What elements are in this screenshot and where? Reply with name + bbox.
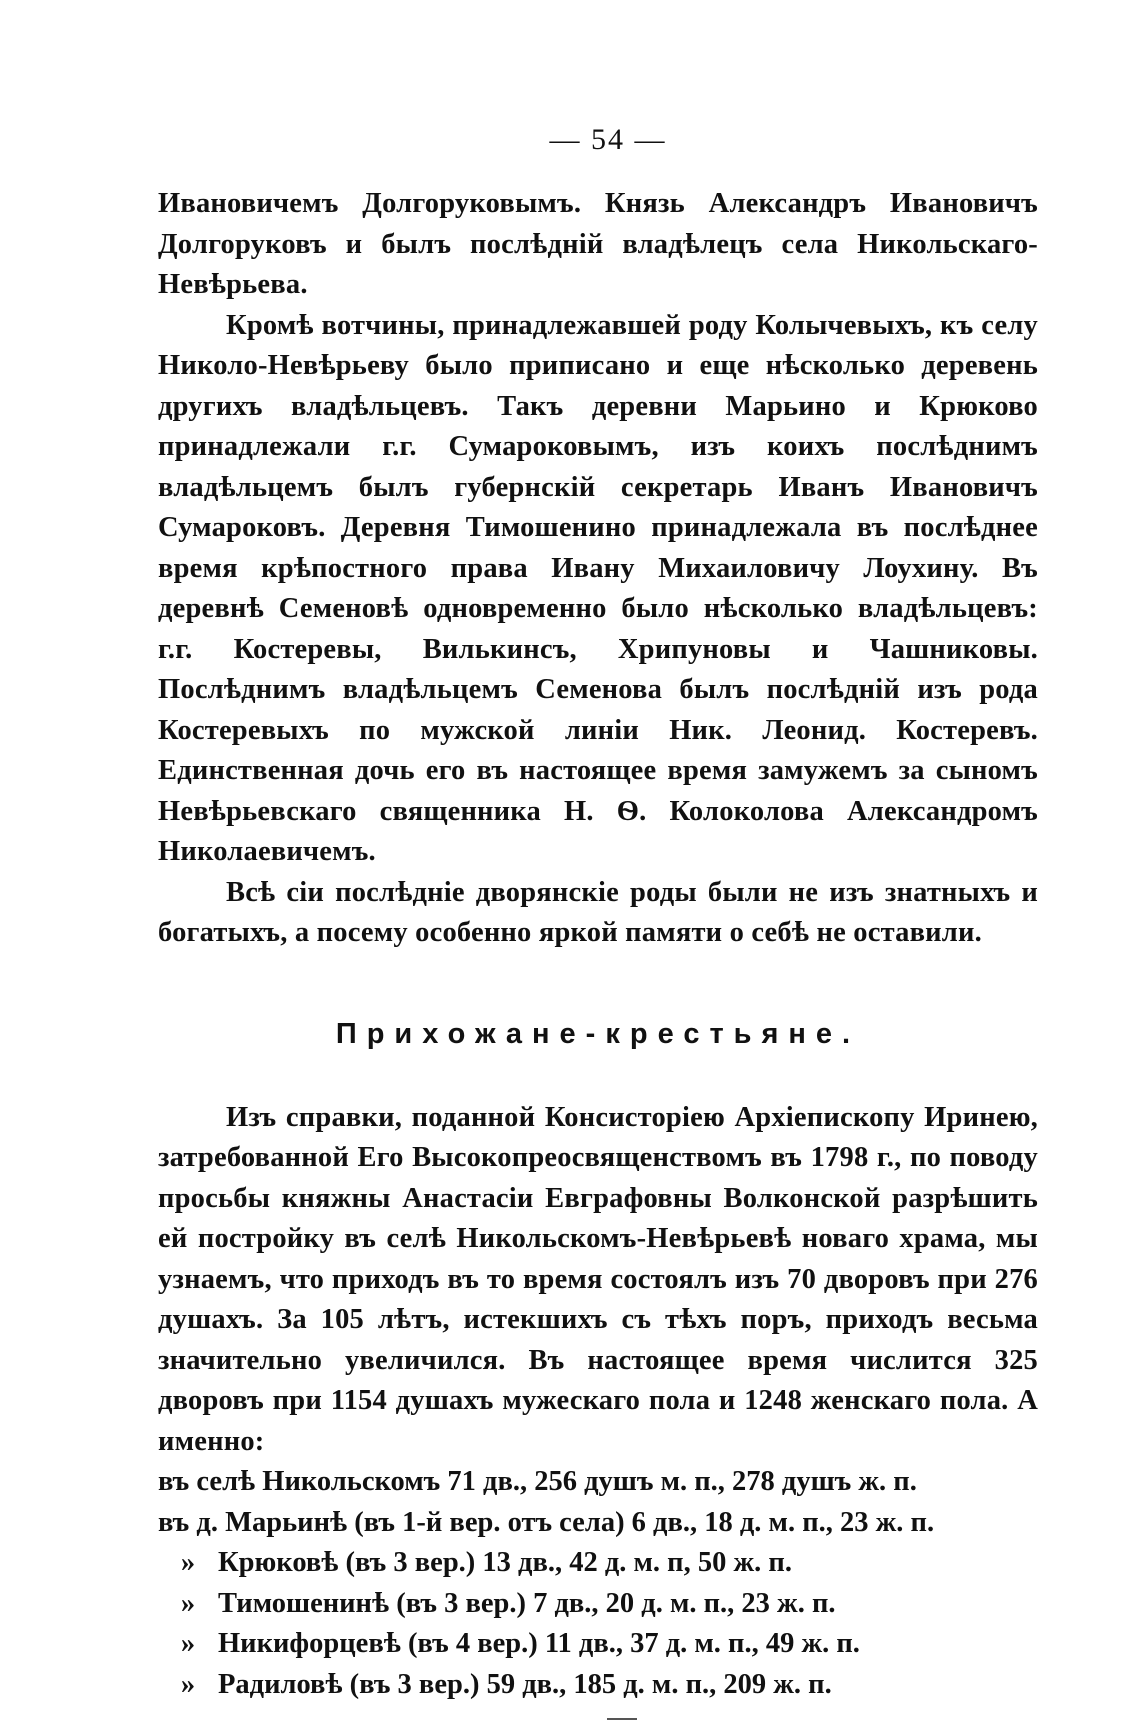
section-heading: Прихожане-крестьяне. xyxy=(335,1017,861,1050)
bottom-rule xyxy=(607,1718,637,1720)
list-item xyxy=(158,1624,1038,1665)
list-item-text: Никифорцевѣ (въ 4 вер.) 11 дв., 37 д. м. п., 49 ж. п. xyxy=(218,1628,860,1659)
paragraph-noble-families: Всѣ сiи послѣднiе дворянскiе роды были не изъ знатныхъ и богатыхъ, а посему особенно яркой памяти о себѣ не оставили. xyxy=(158,876,1038,948)
list-item-text: въ селѣ Никольскомъ 71 дв., 256 душъ м. п., 278 душъ ж. п. xyxy=(158,1466,917,1497)
villages-list xyxy=(158,1462,1038,1705)
list-item xyxy=(158,1462,1038,1503)
document-page xyxy=(158,118,1038,1705)
list-item-text: Крюковѣ (въ 3 вер.) 13 дв., 42 д. м. п, 50 ж. п. xyxy=(218,1547,792,1578)
page-number: — 54 — xyxy=(549,123,667,156)
paragraph-parish-info: Изъ справки, поданной Консисторiею Архiепископу Иринею, затребованной Его Высокопреосвященствомъ въ 1798 г., по поводу просьбы княжны Анастасiи Евграфовны Волконской разрѣшить ей постройку въ селѣ Никольскомъ-Невѣрьевѣ новаго храма, мы узнаемъ, что приходъ въ то время состоялъ изъ 70 дворовъ при 276 душахъ. За 105 лѣтъ, истекшихъ съ тѣхъ поръ, приходъ весьма значительно увеличился. Въ настоящее время числится 325 дворовъ при 1154 душахъ мужескаго пола и 1248 женскаго пола. А именно: xyxy=(158,1101,1038,1457)
ditto-mark: » xyxy=(180,1587,196,1619)
list-item xyxy=(158,1503,1038,1544)
paragraph-other-owners: Кромѣ вотчины, принадлежавшей роду Колычевыхъ, къ селу Николо-Невѣрьеву было приписано и еще нѣсколько деревень другихъ владѣльцевъ. Такъ деревни Марьино и Крюково принадлежали г.г. Сумароковымъ, изъ коихъ послѣднимъ владѣльцемъ былъ губернскiй секретарь Иванъ Ивановичъ Сумароковъ. Деревня Тимошенино принадлежала въ послѣднее время крѣпостного права Ивану Михаиловичу Лоухину. Въ деревнѣ Семеновѣ одновременно было нѣсколько владѣльцевъ: г.г. Костеревы, Вилькинсъ, Хрипуновы и Чашниковы. Послѣднимъ владѣльцемъ Семенова былъ послѣднiй изъ рода Костеревыхъ по мужской линiи Ник. Леонид. Костеревъ. Единственная дочь его въ настоящее время замужемъ за сыномъ Невѣрьевскаго священника Н. Ѳ. Колоколова Александромъ Николаевичемъ. xyxy=(158,309,1038,867)
ditto-mark: » xyxy=(180,1628,196,1659)
list-item xyxy=(158,1543,1038,1584)
list-item xyxy=(158,1665,1038,1706)
list-item xyxy=(158,1584,1038,1625)
ditto-mark: » xyxy=(180,1547,196,1578)
list-item-text: Тимошенинѣ (въ 3 вер.) 7 дв., 20 д. м. п., 23 ж. п. xyxy=(218,1587,836,1619)
ditto-mark: » xyxy=(180,1668,196,1700)
list-item-text: въ д. Марьинѣ (въ 1-й вер. отъ села) 6 дв., 18 д. м. п., 23 ж. п. xyxy=(158,1506,935,1538)
list-item-text: Радиловѣ (въ 3 вер.) 59 дв., 185 д. м. п., 209 ж. п. xyxy=(218,1668,832,1700)
paragraph-continuation: Ивановичемъ Долгоруковымъ. Князь Александръ Ивановичъ Долгоруковъ и былъ послѣднiй владѣлецъ села Никольскаго-Невѣрьева. xyxy=(158,188,1038,300)
